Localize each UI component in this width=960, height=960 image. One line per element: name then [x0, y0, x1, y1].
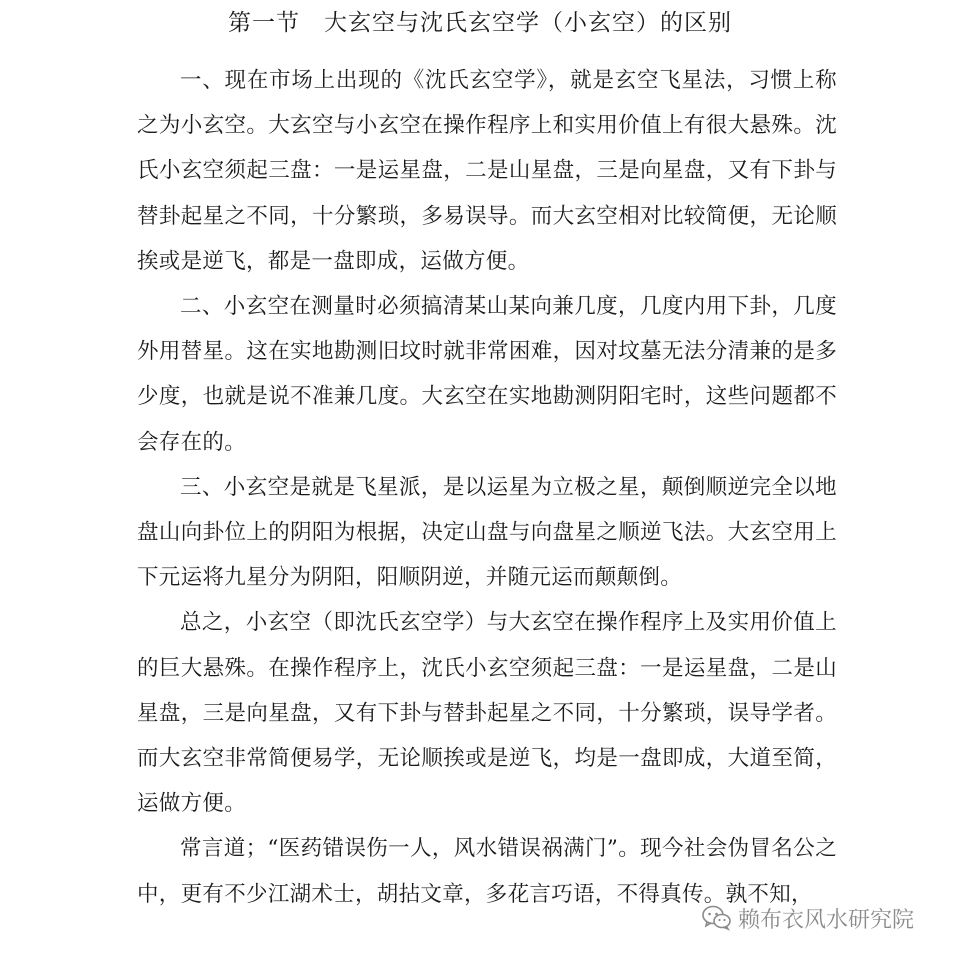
wechat-icon — [702, 905, 732, 931]
watermark-text: 赖布衣风水研究院 — [738, 907, 915, 933]
section-title: 第一节 大玄空与沈氏玄空学（小玄空）的区别 — [228, 10, 732, 36]
wechat-watermark — [702, 898, 914, 938]
paragraph-4: 总之，小玄空（即沈氏玄空学）与大玄空在操作程序上及实用价值上的巨大悬殊。在操作程序上，沈氏小玄空须起三盘：一是运星盘，二是山星盘，三是向星盘，又有下卦与替卦起星之不同，十分繁琐，误导学者。而大玄空非常简便易学，无论顺挨或是逆飞，均是一盘即成，大道至简，运做方便。 — [137, 610, 837, 817]
paragraph-2: 二、小玄空在测量时必须搞清某山某向兼几度，几度内用下卦，几度外用替星。这在实地勘测旧坟时就非常困难，因对坟墓无法分清兼的是多少度，也就是说不准兼几度。大玄空在实地勘测阴阳宅时，这些问题都不会存在的。 — [137, 294, 837, 455]
paragraph-3: 三、小玄空是就是飞星派，是以运星为立极之星，颠倒顺逆完全以地盘山向卦位上的阴阳为根据，决定山盘与向盘星之顺逆飞法。大玄空用上下元运将九星分为阴阳，阳顺阴逆，并随元运而颠颠倒。 — [137, 474, 837, 591]
paragraph-5: 常言道；“医药错误伤一人，风水错误祸满门”。现今社会伪冒名公之中，更有不少江湖术士，胡拈文章，多花言巧语，不得真传。孰不知， — [137, 836, 837, 907]
document-body — [137, 58, 837, 917]
paragraph-1: 一、现在市场上出现的《沈氏玄空学》，就是玄空飞星法，习惯上称之为小玄空。大玄空与小玄空在操作程序上和实用价值上有很大悬殊。沈氏小玄空须起三盘：一是运星盘，二是山星盘，三是向星盘，又有下卦与替卦起星之不同，十分繁琐，多易误导。而大玄空相对比较简便，无论顺挨或是逆飞，都是一盘即成，运做方便。 — [137, 68, 837, 274]
